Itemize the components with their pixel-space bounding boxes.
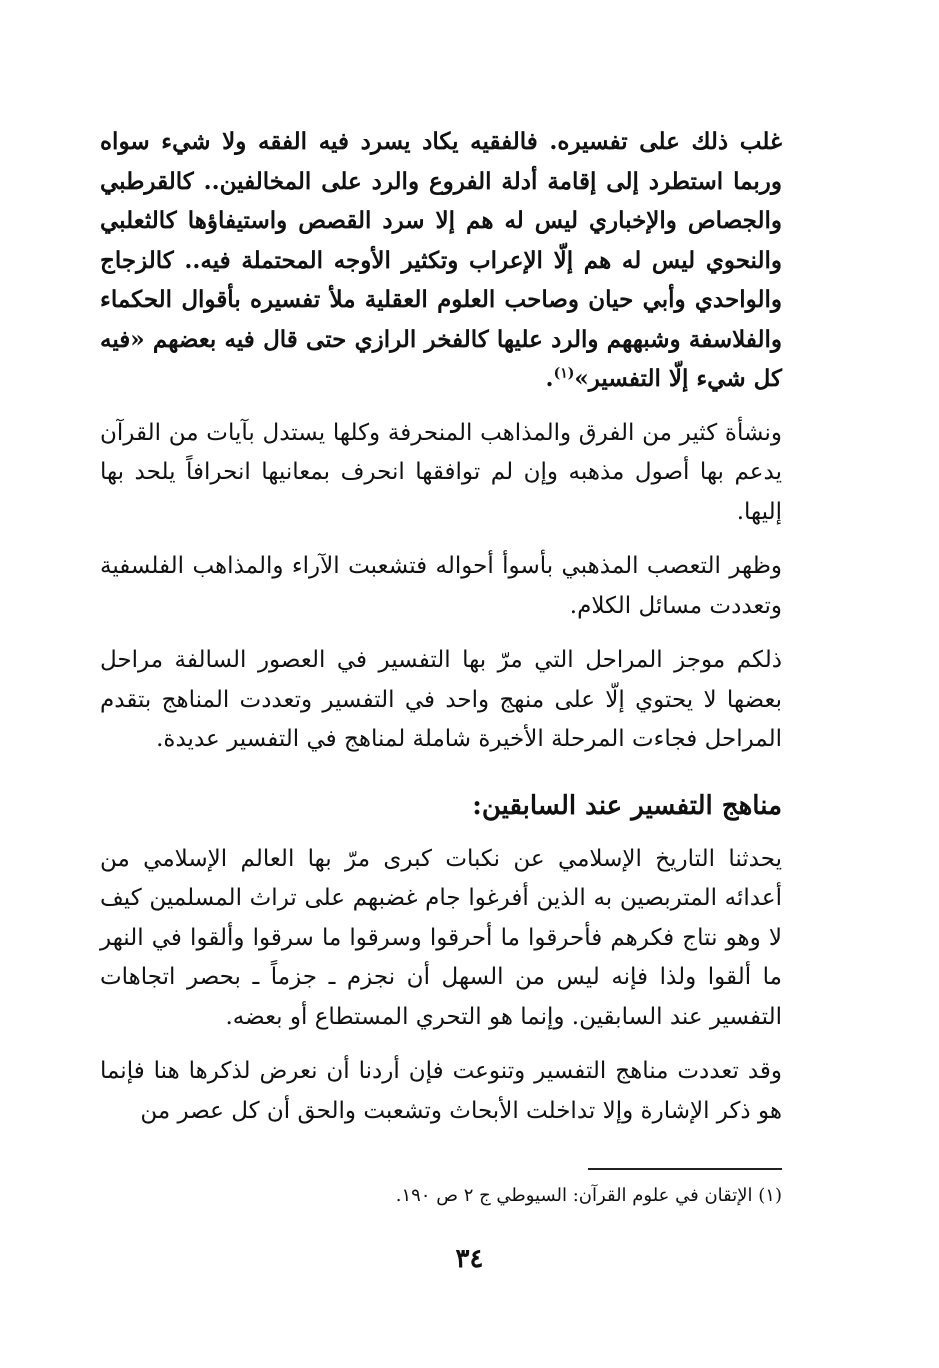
paragraph-1-text: غلب ذلك على تفسيره. فالفقيه يكاد يسرد فيه الفقه ولا شيء سواه وربما استطرد إلى إقامة أدلة الفروع والرد على المخالفين.. كالقرطبي والجصاص والإخباري ليس له هم إلا سرد القصص واستيفاؤها كالثعلبي والنحوي ليس له هم إلّا الإعراب وتكثير الأوجه المحتملة فيه.. كالزجاج والواحدي وأبي حيان وصاحب العلوم العقلية ملأ تفسيره بأقوال الحكماء والفلاسفة وشبههم والرد عليها كالفخر الرازي حتى قال فيه بعضهم «فيه كل شيء إلّا التفسير» [100,128,782,392]
footnote: (١) الإتقان في علوم القرآن: السيوطي ج ٢ ص ١٩٠. [395,1185,782,1206]
paragraph-4: ذلكم موجز المراحل التي مرّ بها التفسير في العصور السالفة مراحل بعضها لا يحتوي إلّا على منهج واحد في التفسير وتعددت المناهج بتقدم المراحل فجاءت المرحلة الأخيرة شاملة لمناهج في التفسير عديدة. [100,647,782,752]
footnote-marker: (١) [553,365,575,382]
paragraph-3: وظهر التعصب المذهبي بأسوأ أحواله فتشعبت الآراء والمذاهب الفلسفية وتعددت مسائل الكلام. [100,553,782,619]
paragraph-1: غلب ذلك على تفسيره. فالفقيه يكاد يسرد فيه الفقه ولا شيء سواه وربما استطرد إلى إقامة أدلة الفروع والرد على المخالفين.. كالقرطبي والجصاص والإخباري ليس له هم إلا سرد القصص واستيفاؤها كالثعلبي والنحوي ليس له هم إلّا الإعراب وتكثير الأوجه المحتملة فيه.. كالزجاج والواحدي وأبي حيان وصاحب العلوم العقلية ملأ تفسيره بأقوال الحكماء والفلاسفة وشبههم والرد عليها كالفخر الرازي حتى قال فيه بعضهم «فيه كل شيء إلّا التفسير»$^{(١)}$. [100,128,782,392]
paragraph-2: ونشأة كثير من الفرق والمذاهب المنحرفة وكلها يستدل بآيات من القرآن يدعم بها أصول مذهبه وإن لم توافقها انحرف بمعانيها انحرافاً يلحد بها إليها. [100,419,782,525]
page-number: ٣٤ [455,1244,484,1274]
page-body [100,122,782,1146]
footnote-divider [588,1168,782,1170]
section-heading: مناهج التفسير عند السابقين: [472,790,782,821]
paragraph-5: يحدثنا التاريخ الإسلامي عن نكبات كبرى مرّ بها العالم الإسلامي من أعدائه المتربصين به الذين أفرغوا جام غضبهم على تراث المسلمين كيف لا وهو نتاج فكرهم فأحرقوا ما أحرقوا وسرقوا ما سرقوا وألقوا في النهر ما ألقوا ولذا فإنه ليس من السهل أن نجزم ـ جزماً ـ بحصر اتجاهات التفسير عند السابقين. وإنما هو التحري المستطاع أو بعضه. [100,845,782,1030]
paragraph-6: وقد تعددت مناهج التفسير وتنوعت فإن أردنا أن نعرض لذكرها هنا فإنما هو ذكر الإشارة وإلا تداخلت الأبحاث وتشعبت والحق أن كل عصر من [100,1058,782,1124]
